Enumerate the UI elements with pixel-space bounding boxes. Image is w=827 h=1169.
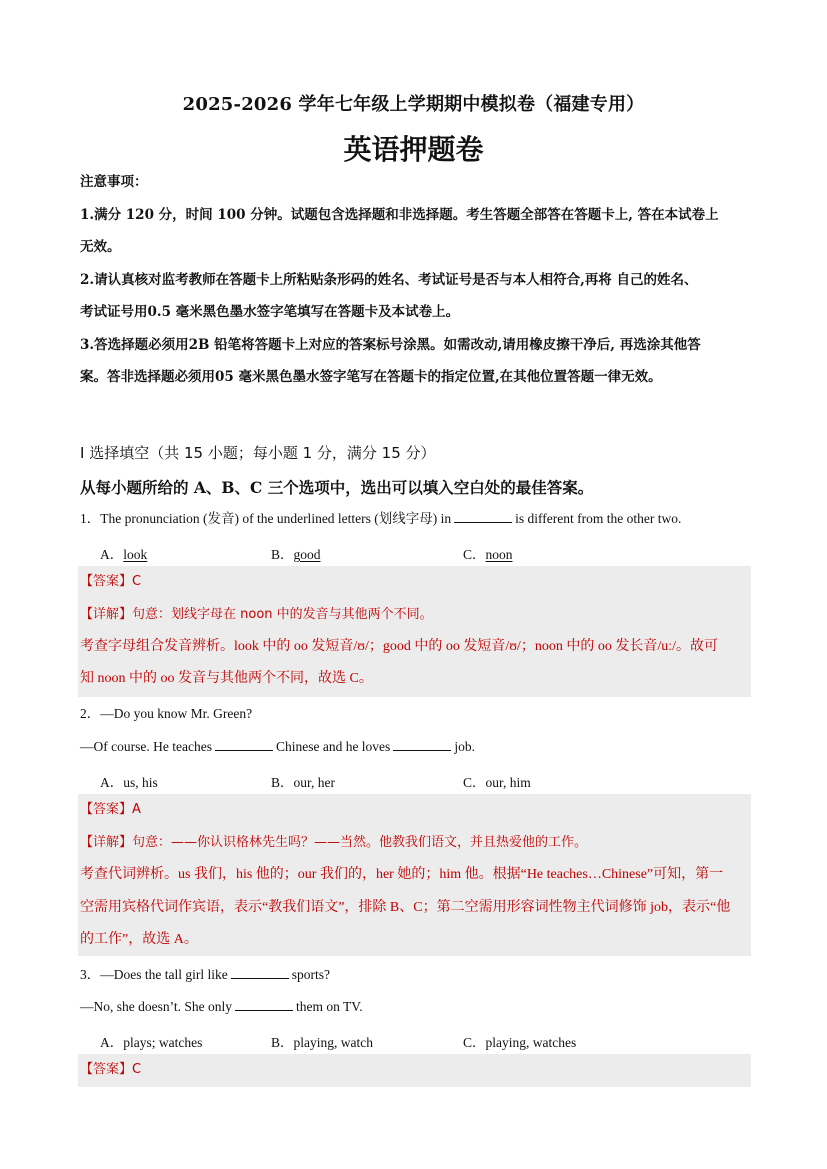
answer-blank xyxy=(235,998,293,1011)
explain-text: 知 noon 中的 oo 发音与其他两个不同，故选 C。 xyxy=(80,671,373,686)
question-3-answer-box xyxy=(78,1054,751,1087)
detail-text: 【详解】句意：划线字母在 noon 中的发音与其他两个不同。 xyxy=(80,607,433,622)
answer-blank xyxy=(215,738,273,751)
answer-label: 【答案】A xyxy=(80,802,141,817)
question-2-line-1: 2．—Do you know Mr. Green? xyxy=(80,706,253,721)
notice-line: 考试证号用0.5 毫米黑色墨水签字笔填写在答题卡及本试卷上。 xyxy=(80,304,460,320)
answer-blank xyxy=(231,966,289,979)
question-3-option-b: B．playing, watch xyxy=(271,1035,373,1050)
exam-subtitle: 英语押题卷 xyxy=(343,133,484,166)
question-1-answer-box xyxy=(78,566,751,697)
section-title: I 选择填空（共 15 小题；每小题 1 分，满分 15 分） xyxy=(80,444,436,462)
question-2-answer-box xyxy=(78,794,751,956)
answer-blank xyxy=(454,510,512,523)
notice-line: 1.满分 120 分，时间 100 分钟。试题包含选择题和非选择题。考生答题全部答在答题卡上, 答在本试卷上 xyxy=(80,207,719,223)
answer-label: 【答案】C xyxy=(80,574,142,589)
question-1-option-a: A．look xyxy=(100,547,148,562)
explain-text: 空需用宾格代词作宾语，表示“教我们语文”，排除 B、C；第二空需用形容词性物主代词修饰 job，表示“他 xyxy=(80,900,731,915)
question-3-line-1: 3．—Does the tall girl like sports? xyxy=(80,967,330,982)
notice-heading: 注意事项： xyxy=(80,174,148,190)
question-2-line-2: —Of course. He teaches Chinese and he loves job. xyxy=(80,739,475,754)
explain-text: 考查字母组合发音辨析。look 中的 oo 发短音/ʊ/；good 中的 oo 发短音/ʊ/；noon 中的 oo 发长音/uː/。故可 xyxy=(80,639,718,654)
notice-line: 无效。 xyxy=(80,239,121,255)
notice-line: 案。答非选择题必须用05 毫米黑色墨水签字笔写在答题卡的指定位置,在其他位置答题一律无效。 xyxy=(80,369,662,385)
notice-line: 2.请认真核对监考教师在答题卡上所粘贴条形码的姓名、考试证号是否与本人相符合,再将 自己的姓名、 xyxy=(80,272,698,288)
question-3-option-a: A．plays; watches xyxy=(100,1035,203,1050)
section-instruction: 从每小题所给的 A、B、C 三个选项中，选出可以填入空白处的最佳答案。 xyxy=(80,478,594,497)
question-1-option-b: B．good xyxy=(271,547,321,562)
notice-line: 3.答选择题必须用2B 铅笔将答题卡上对应的答案标号涂黑。如需改动,请用橡皮擦干净后, 再选涂其他答 xyxy=(80,337,701,353)
answer-blank xyxy=(393,738,451,751)
exam-title: 2025-2026 学年七年级上学期期中模拟卷（福建专用） xyxy=(182,94,645,115)
question-3-line-2: —No, she doesn’t. She only them on TV. xyxy=(80,999,363,1014)
question-1-option-c: C．noon xyxy=(463,547,513,562)
explain-text: 考查代词辨析。us 我们，his 他的；our 我们的，her 她的；him 他。根据“He teaches…Chinese”可知，第一 xyxy=(80,867,724,882)
question-3-option-c: C．playing, watches xyxy=(463,1035,577,1050)
explain-text: 的工作”，故选 A。 xyxy=(80,932,198,947)
question-2-option-b: B．our, her xyxy=(271,775,335,790)
detail-text: 【详解】句意：——你认识格林先生吗？——当然。他教我们语文，并且热爱他的工作。 xyxy=(80,835,588,850)
question-2-option-c: C．our, him xyxy=(463,775,531,790)
answer-label: 【答案】C xyxy=(80,1062,142,1077)
question-2-option-a: A．us, his xyxy=(100,775,158,790)
question-1-stem: 1．The pronunciation (发音) of the underlined letters (划线字母) in is different from the other two. xyxy=(80,511,682,526)
